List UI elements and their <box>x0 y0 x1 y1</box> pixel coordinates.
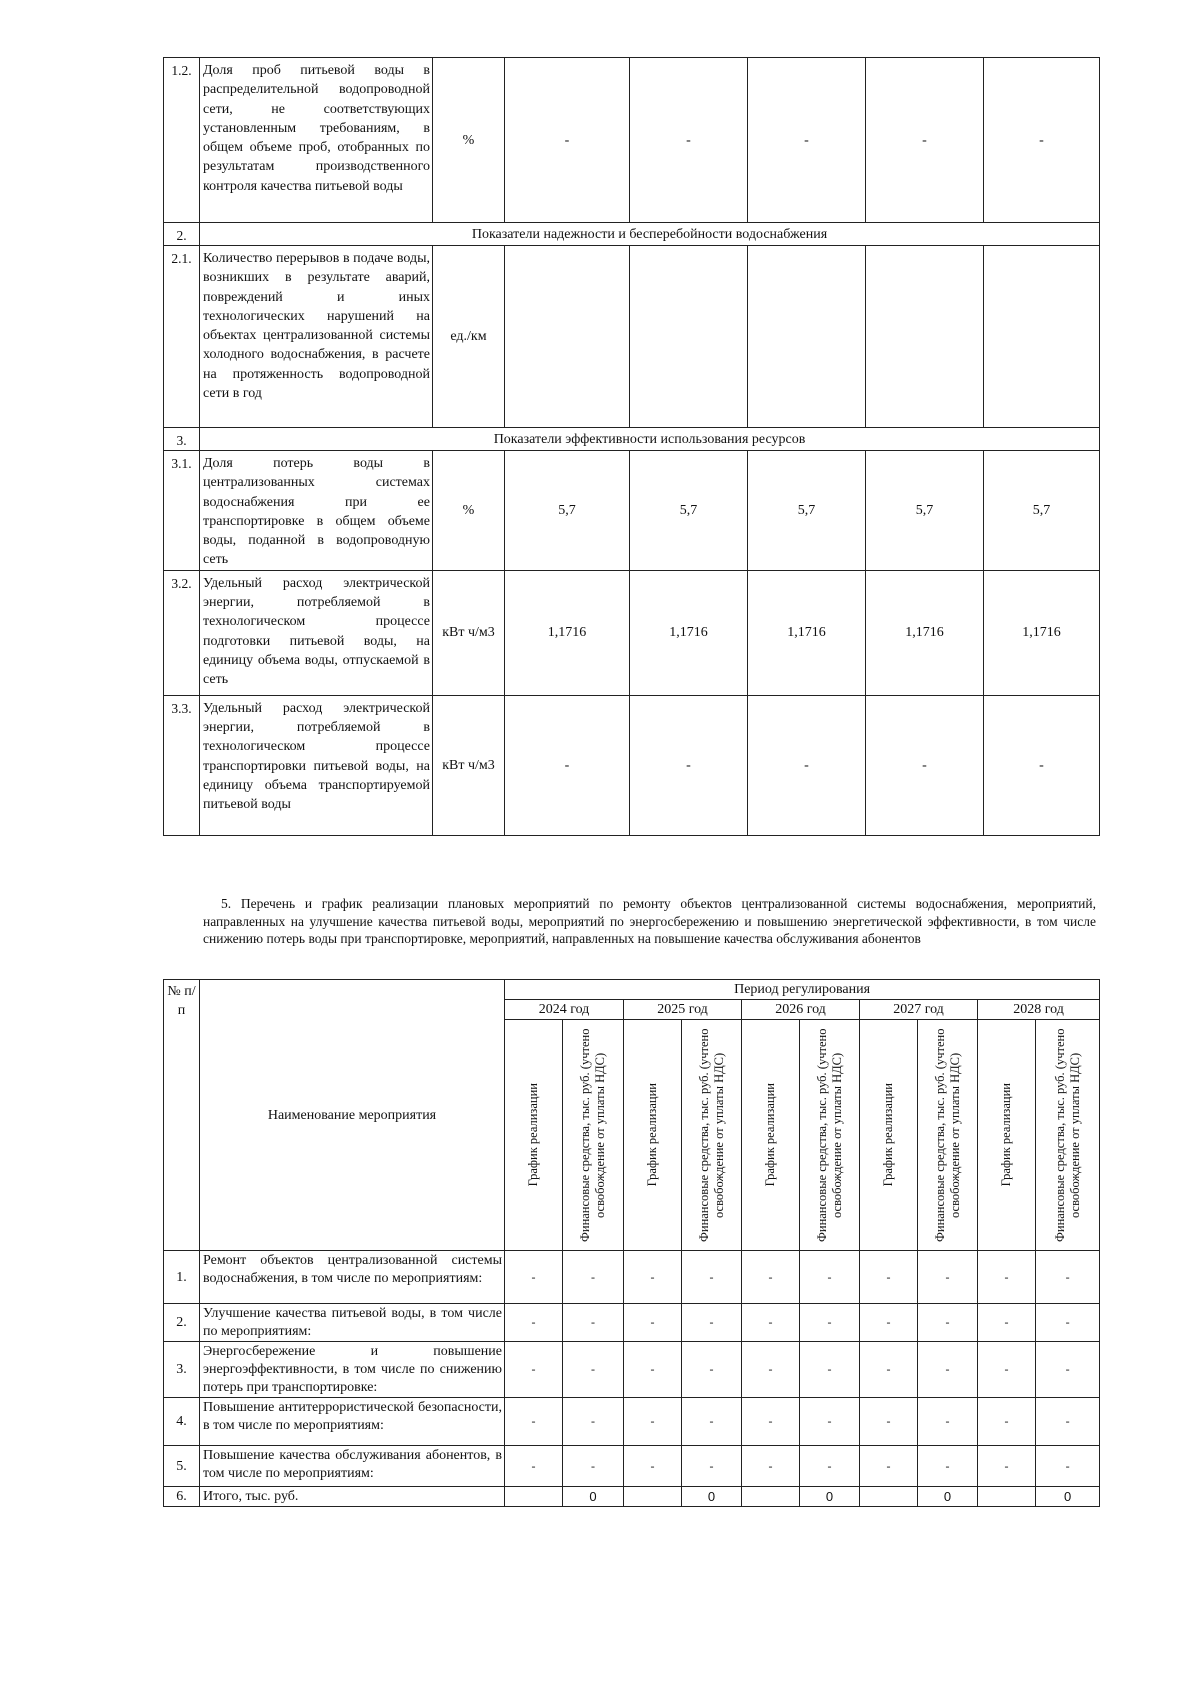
event-cell <box>742 1487 800 1507</box>
section-5-heading: 5. Перечень и график реализации плановых мероприятий по ремонту объектов централизованной системы водоснабжения, мероприятий, направленных на улучшение качества питьевой воды, мероприятий по энергосбережению и повышению энергетической эффективности, в том числе снижению потерь воды при транспортировке, мероприятий, направленных на повышение качества обслуживания абонентов <box>203 896 1096 947</box>
event-cell: - <box>800 1446 860 1487</box>
finance-header <box>563 1020 624 1251</box>
event-cell: - <box>860 1304 918 1342</box>
event-cell: - <box>918 1342 978 1398</box>
schedule-header-text: График реализации <box>645 1083 659 1187</box>
event-cell: - <box>978 1342 1036 1398</box>
event-cell: - <box>978 1251 1036 1304</box>
value-cell: - <box>505 695 630 835</box>
indicator-row <box>164 695 1100 835</box>
col-num-header: № п/п <box>164 980 200 1251</box>
event-cell <box>860 1487 918 1507</box>
indicator-row <box>164 570 1100 695</box>
value-cell: - <box>866 58 984 223</box>
event-cell: - <box>563 1251 624 1304</box>
event-cell: - <box>682 1446 742 1487</box>
indicator-name: Доля потерь воды в централизованных системах водоснабжения при ее транспортировке в общем объеме воды, поданной в водопроводную сеть <box>200 451 433 571</box>
event-cell: - <box>563 1398 624 1446</box>
finance-header-text: Финансовые средства, тыс. руб. (учтено освобождение от уплаты НДС) <box>932 1028 962 1242</box>
value-cell <box>984 246 1100 428</box>
event-cell: - <box>682 1251 742 1304</box>
value-cell: - <box>748 58 866 223</box>
unit-cell: кВт ч/м3 <box>433 570 505 695</box>
event-cell: - <box>682 1398 742 1446</box>
schedule-header <box>742 1020 800 1251</box>
event-cell: - <box>505 1398 563 1446</box>
finance-header-text: Финансовые средства, тыс. руб. (учтено освобождение от уплаты НДС) <box>578 1028 607 1242</box>
event-name: Улучшение качества питьевой воды, в том числе по мероприятиям: <box>200 1304 505 1342</box>
row-number: 2.1. <box>164 246 200 428</box>
event-cell: - <box>563 1342 624 1398</box>
event-cell: - <box>978 1304 1036 1342</box>
event-number: 3. <box>164 1342 200 1398</box>
event-cell: - <box>978 1398 1036 1446</box>
event-cell: - <box>742 1304 800 1342</box>
event-row <box>164 1446 1100 1487</box>
event-cell: - <box>860 1398 918 1446</box>
event-cell: - <box>918 1251 978 1304</box>
value-cell: - <box>748 695 866 835</box>
indicator-name: Количество перерывов в подаче воды, возникших в результате аварий, повреждений и иных технологических нарушений на объектах централизованной системы холодного водоснабжения, в расчете на протяженность водопроводной сети в год <box>200 246 433 428</box>
event-cell: - <box>860 1342 918 1398</box>
event-cell: - <box>505 1446 563 1487</box>
row-number: 2. <box>164 223 200 246</box>
value-cell: - <box>505 58 630 223</box>
event-cell: 0 <box>682 1487 742 1507</box>
schedule-header-text: График реализации <box>999 1083 1013 1187</box>
row-number: 3. <box>164 428 200 451</box>
event-cell <box>505 1487 563 1507</box>
indicators-table <box>163 57 1100 836</box>
event-name: Ремонт объектов централизованной системы водоснабжения, в том числе по мероприятиям: <box>200 1251 505 1304</box>
indicator-name: Доля проб питьевой воды в распределительной водопроводной сети, не соответствующих установленным требованиям, в общем объеме проб, отобранных по результатам производственного контроля качества питьевой воды <box>200 58 433 223</box>
event-cell: - <box>682 1342 742 1398</box>
finance-header <box>1036 1020 1100 1251</box>
event-cell: - <box>1036 1304 1100 1342</box>
indicator-row <box>164 223 1100 246</box>
value-cell: 1,1716 <box>630 570 748 695</box>
value-cell: 5,7 <box>505 451 630 571</box>
event-cell: - <box>800 1342 860 1398</box>
value-cell: 1,1716 <box>866 570 984 695</box>
finance-header <box>682 1020 742 1251</box>
event-cell: - <box>860 1251 918 1304</box>
event-cell: - <box>624 1304 682 1342</box>
value-cell: - <box>630 695 748 835</box>
event-cell: 0 <box>1036 1487 1100 1507</box>
value-cell: 1,1716 <box>505 570 630 695</box>
event-cell: - <box>800 1251 860 1304</box>
event-row <box>164 1487 1100 1507</box>
finance-header <box>918 1020 978 1251</box>
event-cell <box>978 1487 1036 1507</box>
indicator-name: Удельный расход электрической энергии, потребляемой в технологическом процессе транспортировки питьевой воды, на единицу объема транспортируемой питьевой воды <box>200 695 433 835</box>
event-cell: - <box>1036 1398 1100 1446</box>
value-cell: 5,7 <box>630 451 748 571</box>
event-cell: - <box>624 1342 682 1398</box>
value-cell: 5,7 <box>748 451 866 571</box>
col-name-header: Наименование мероприятия <box>200 980 505 1251</box>
event-cell: - <box>505 1342 563 1398</box>
event-cell: - <box>1036 1342 1100 1398</box>
value-cell <box>748 246 866 428</box>
indicator-row <box>164 451 1100 571</box>
schedule-header-text: График реализации <box>763 1083 777 1187</box>
value-cell: - <box>984 695 1100 835</box>
event-cell: - <box>860 1446 918 1487</box>
value-cell <box>630 246 748 428</box>
event-cell <box>624 1487 682 1507</box>
event-cell: - <box>505 1304 563 1342</box>
event-cell: - <box>624 1251 682 1304</box>
schedule-header-text: График реализации <box>881 1083 895 1187</box>
year-header: 2026 год <box>742 1000 860 1020</box>
event-cell: - <box>742 1342 800 1398</box>
row-number: 3.1. <box>164 451 200 571</box>
finance-header-text: Финансовые средства, тыс. руб. (учтено освобождение от уплаты НДС) <box>814 1028 844 1242</box>
event-number: 1. <box>164 1251 200 1304</box>
event-name: Повышение качества обслуживания абонентов, в том числе по мероприятиям: <box>200 1446 505 1487</box>
finance-header <box>800 1020 860 1251</box>
indicator-row <box>164 58 1100 223</box>
event-cell: - <box>918 1446 978 1487</box>
unit-cell: % <box>433 58 505 223</box>
value-cell: 1,1716 <box>984 570 1100 695</box>
event-row <box>164 1304 1100 1342</box>
value-cell: 5,7 <box>984 451 1100 571</box>
event-cell: - <box>563 1446 624 1487</box>
event-row <box>164 1251 1100 1304</box>
events-table <box>163 979 1100 1507</box>
event-cell: - <box>800 1304 860 1342</box>
finance-header-text: Финансовые средства, тыс. руб. (учтено освобождение от уплаты НДС) <box>696 1028 726 1242</box>
events-header-row-1 <box>164 980 1100 1000</box>
event-cell: - <box>918 1398 978 1446</box>
schedule-header-text: График реализации <box>526 1083 540 1187</box>
value-cell: - <box>630 58 748 223</box>
event-cell: 0 <box>918 1487 978 1507</box>
finance-header-text: Финансовые средства, тыс. руб. (учтено освобождение от уплаты НДС) <box>1052 1028 1082 1242</box>
event-cell: - <box>505 1251 563 1304</box>
year-header: 2027 год <box>860 1000 978 1020</box>
period-header: Период регулирования <box>505 980 1100 1000</box>
event-cell: - <box>624 1398 682 1446</box>
event-cell: - <box>742 1251 800 1304</box>
event-name: Итого, тыс. руб. <box>200 1487 505 1507</box>
event-cell: - <box>1036 1446 1100 1487</box>
unit-cell: % <box>433 451 505 571</box>
event-cell: - <box>800 1398 860 1446</box>
event-name: Повышение антитеррористической безопасности, в том числе по мероприятиям: <box>200 1398 505 1446</box>
year-header: 2028 год <box>978 1000 1100 1020</box>
value-cell: - <box>866 695 984 835</box>
event-number: 5. <box>164 1446 200 1487</box>
event-cell: - <box>742 1398 800 1446</box>
event-cell: - <box>624 1446 682 1487</box>
event-cell: - <box>918 1304 978 1342</box>
year-header: 2025 год <box>624 1000 742 1020</box>
schedule-header <box>624 1020 682 1251</box>
event-cell: - <box>742 1446 800 1487</box>
indicator-row <box>164 246 1100 428</box>
row-number: 1.2. <box>164 58 200 223</box>
indicator-name: Удельный расход электрической энергии, потребляемой в технологическом процессе подготовки питьевой воды, на единицу объема воды, отпускаемой в сеть <box>200 570 433 695</box>
year-header: 2024 год <box>505 1000 624 1020</box>
event-cell: 0 <box>563 1487 624 1507</box>
unit-cell: кВт ч/м3 <box>433 695 505 835</box>
row-number: 3.2. <box>164 570 200 695</box>
event-cell: - <box>978 1446 1036 1487</box>
event-number: 2. <box>164 1304 200 1342</box>
event-cell: - <box>1036 1251 1100 1304</box>
value-cell: 1,1716 <box>748 570 866 695</box>
event-cell: 0 <box>800 1487 860 1507</box>
event-row <box>164 1342 1100 1398</box>
value-cell <box>505 246 630 428</box>
schedule-header <box>505 1020 563 1251</box>
value-cell <box>866 246 984 428</box>
indicator-row <box>164 428 1100 451</box>
event-number: 6. <box>164 1487 200 1507</box>
schedule-header <box>860 1020 918 1251</box>
event-row <box>164 1398 1100 1446</box>
event-name: Энергосбережение и повышение энергоэффективности, в том числе по снижению потерь при транспортировке: <box>200 1342 505 1398</box>
section-title: Показатели надежности и бесперебойности водоснабжения <box>200 223 1100 246</box>
event-number: 4. <box>164 1398 200 1446</box>
section-title: Показатели эффективности использования ресурсов <box>200 428 1100 451</box>
value-cell: 5,7 <box>866 451 984 571</box>
schedule-header <box>978 1020 1036 1251</box>
row-number: 3.3. <box>164 695 200 835</box>
event-cell: - <box>682 1304 742 1342</box>
unit-cell: ед./км <box>433 246 505 428</box>
value-cell: - <box>984 58 1100 223</box>
event-cell: - <box>563 1304 624 1342</box>
